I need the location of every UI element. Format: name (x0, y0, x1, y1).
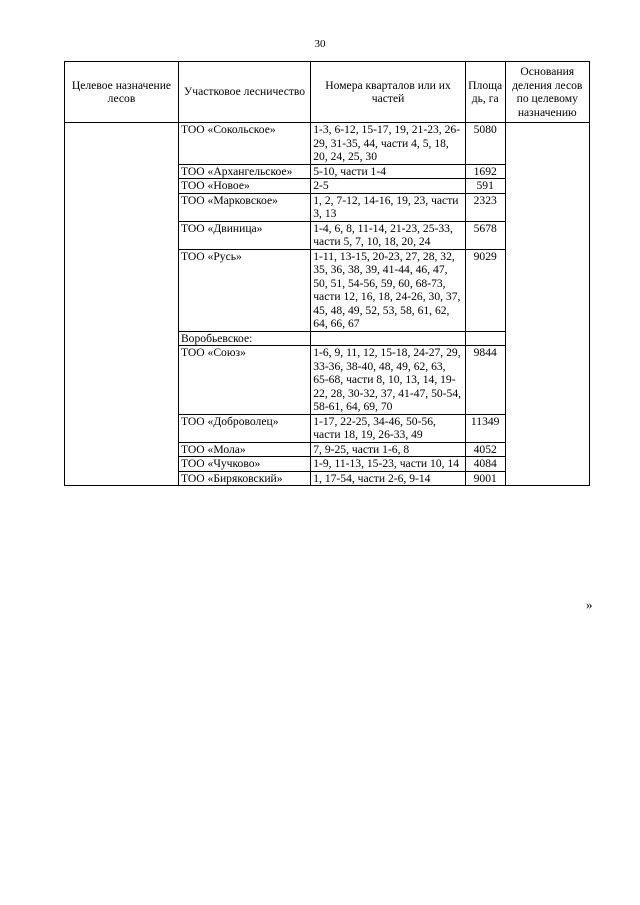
area-cell: 9001 (465, 471, 505, 486)
quarters-cell: 2-5 (311, 179, 466, 194)
quarters-cell: 1-3, 6-12, 15-17, 19, 21-23, 26-29, 31-35, 44, части 4, 5, 18, 20, 24, 25, 30 (311, 123, 466, 165)
forestry-cell: ТОО «Сокольское» (178, 123, 310, 165)
quarters-cell: 1-11, 13-15, 20-23, 27, 28, 32, 35, 36, 38, 39, 41-44, 46, 47, 50, 51, 54-56, 59, 60, 68-73, части 12, 16, 18, 24-26, 30, 37, 45, 48, 49, 52, 53, 58, 61, 62, 64, 66, 67 (311, 249, 466, 331)
header-quarters: Номера кварталов или их частей (311, 62, 466, 123)
table-header-row (65, 62, 590, 123)
table-body (65, 123, 590, 486)
quarters-cell: 1-9, 11-13, 15-23, части 10, 14 (311, 457, 466, 472)
forestry-cell: ТОО «Доброволец» (178, 414, 310, 442)
purpose-cell (65, 123, 179, 486)
area-cell: 5678 (465, 221, 505, 249)
quarters-cell: 1, 2, 7-12, 14-16, 19, 23, части 3, 13 (311, 193, 466, 221)
forestry-cell: ТОО «Новое» (178, 179, 310, 194)
header-area-line1: Площа (468, 78, 503, 92)
area-cell: 4084 (465, 457, 505, 472)
area-cell (465, 331, 505, 346)
forestry-cell: ТОО «Чучково» (178, 457, 310, 472)
header-forestry: Участковое лесничество (178, 62, 310, 123)
quarters-cell (311, 331, 466, 346)
quarters-cell: 1-6, 9, 11, 12, 15-18, 24-27, 29, 33-36, 38-40, 48, 49, 62, 63, 65-68, части 8, 10, 13, 14, 19-22, 28, 30-32, 37, 41-47, 50-54, 58-61, 64, 69, 70 (311, 346, 466, 415)
quarters-cell: 1, 17-54, части 2-6, 9-14 (311, 471, 466, 486)
quarters-cell: 1-17, 22-25, 34-46, 50-56, части 18, 19, 26-33, 49 (311, 414, 466, 442)
header-basis: Основания деления лесов по целевому назначению (505, 62, 589, 123)
forestry-cell: ТОО «Марковское» (178, 193, 310, 221)
forestry-cell: ТОО «Двиница» (178, 221, 310, 249)
continuation-mark: » (586, 597, 593, 612)
area-cell: 1692 (465, 164, 505, 179)
basis-cell (505, 123, 589, 486)
area-cell: 4052 (465, 442, 505, 457)
forestry-cell: Воробьевское: (178, 331, 310, 346)
forestry-cell: ТОО «Архангельское» (178, 164, 310, 179)
area-cell: 9029 (465, 249, 505, 331)
forestry-cell: ТОО «Биряковский» (178, 471, 310, 486)
area-cell: 11349 (465, 414, 505, 442)
header-purpose: Целевое назначение лесов (65, 62, 179, 123)
quarters-cell: 7, 9-25, части 1-6, 8 (311, 442, 466, 457)
forestry-cell: ТОО «Русь» (178, 249, 310, 331)
forest-division-table (64, 61, 590, 486)
quarters-cell: 1-4, 6, 8, 11-14, 21-23, 25-33, части 5, 7, 10, 18, 20, 24 (311, 221, 466, 249)
area-cell: 2323 (465, 193, 505, 221)
forestry-cell: ТОО «Мола» (178, 442, 310, 457)
forestry-cell: ТОО «Союз» (178, 346, 310, 415)
area-cell: 9844 (465, 346, 505, 415)
header-area (465, 62, 505, 123)
page-number: 30 (314, 38, 326, 50)
table-row (65, 123, 590, 165)
area-cell: 591 (465, 179, 505, 194)
quarters-cell: 5-10, части 1-4 (311, 164, 466, 179)
header-area-line2: дь, га (471, 92, 499, 105)
area-cell: 5080 (465, 123, 505, 165)
